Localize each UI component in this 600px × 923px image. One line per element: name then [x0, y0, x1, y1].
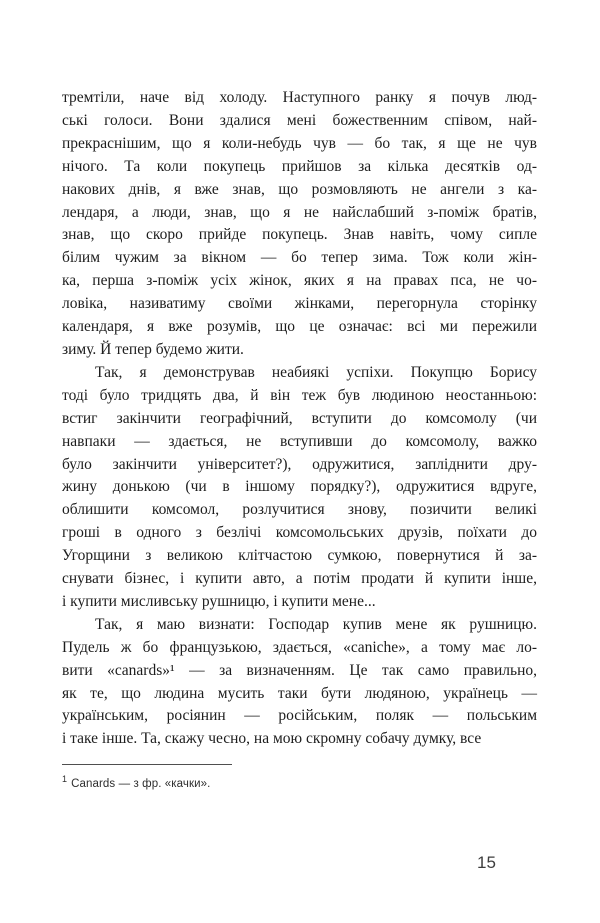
text-line: нічого. Та коли покупець прийшов за кілька десятків од-	[62, 157, 537, 175]
text-line: тремтіли, наче від холоду. Наступного ранку я почув люд-	[62, 89, 537, 106]
page-number: 15	[477, 853, 496, 872]
footnote-body: Canards — з фр. «качки».	[71, 778, 211, 790]
text-line: Так, я маю визнати: Господар купив мене як рушницю.	[95, 615, 537, 633]
text-line: тоді було тридцять два, й він теж був людиною неостанньою:	[62, 386, 537, 404]
text-line: Угорщини з великою клітчастою сумкою, повернутися й за-	[62, 547, 537, 565]
text-line: ські голоси. Вони здалися мені божественним співом, най-	[62, 111, 537, 129]
text-line: ка, перша з-поміж усіх жінок, яких я на правах пса, не чо-	[62, 272, 537, 290]
text-line: було закінчити університет?), одружитися, запліднити дру-	[62, 455, 537, 473]
footnote-rule	[62, 764, 232, 765]
footnote	[62, 764, 537, 790]
text-line: ловіка, називатиму своїми жінками, перегорнула сторінку	[62, 295, 537, 313]
text-line: календаря, я вже розумів, що це означає: всі ми пережили	[62, 318, 537, 336]
text-line: накових днів, я вже знав, що розмовляють не ангели з ка-	[62, 180, 537, 198]
text-line: Так, я демонстрував неабиякі успіхи. Покупцю Борису	[95, 363, 537, 381]
text-line: білим чужим за вікном — бо тепер зима. Тож коли жін-	[62, 249, 537, 267]
footnote-text	[62, 774, 537, 790]
paragraph	[62, 87, 537, 362]
body-text	[62, 87, 537, 751]
text-line: знав, що скоро прийде покупець. Знав навіть, чому сипле	[62, 226, 537, 244]
text-line: гроші в одного з безлічі комсомольських друзів, поїхати до	[62, 524, 537, 542]
text-line: жину донькою (чи в іншому порядку?), одружитися вдруге,	[62, 478, 537, 496]
text-line: встиг закінчити географічний, вступити до комсомолу (чи	[62, 409, 537, 427]
text-line: снувати бізнес, і купити авто, а потім продати й купити інше,	[62, 570, 537, 588]
paragraph	[62, 614, 537, 751]
text-line: зиму. Й тепер будемо жити.	[62, 340, 244, 358]
paragraph	[62, 362, 537, 614]
text-line: вити «canards»¹ — за визначенням. Це так само правильно,	[62, 661, 537, 679]
text-line: лендаря, а люди, знав, що я не найслабший з-поміж братів,	[62, 203, 537, 221]
text-line: прекраснішим, що я коли-небудь чув — бо так, я ще не чув	[62, 134, 537, 152]
text-line: облишити комсомол, розлучитися знову, позичити великі	[62, 501, 537, 519]
text-line: і купити мисливську рушницю, і купити мене...	[62, 592, 376, 610]
text-line: українським, росіянин — російським, поляк — польським	[62, 707, 537, 725]
text-line: навпаки — здається, не вступивши до комсомолу, важко	[62, 432, 537, 450]
text-line: Пудель ж бо французькою, здається, «caniche», а тому має ло-	[62, 638, 537, 656]
footnote-marker: 1	[62, 774, 68, 784]
text-line: і таке інше. Та, скажу чесно, на мою скромну собачу думку, все	[62, 730, 482, 748]
text-line: як те, що людина мусить таки бути людяною, українець —	[62, 684, 537, 702]
